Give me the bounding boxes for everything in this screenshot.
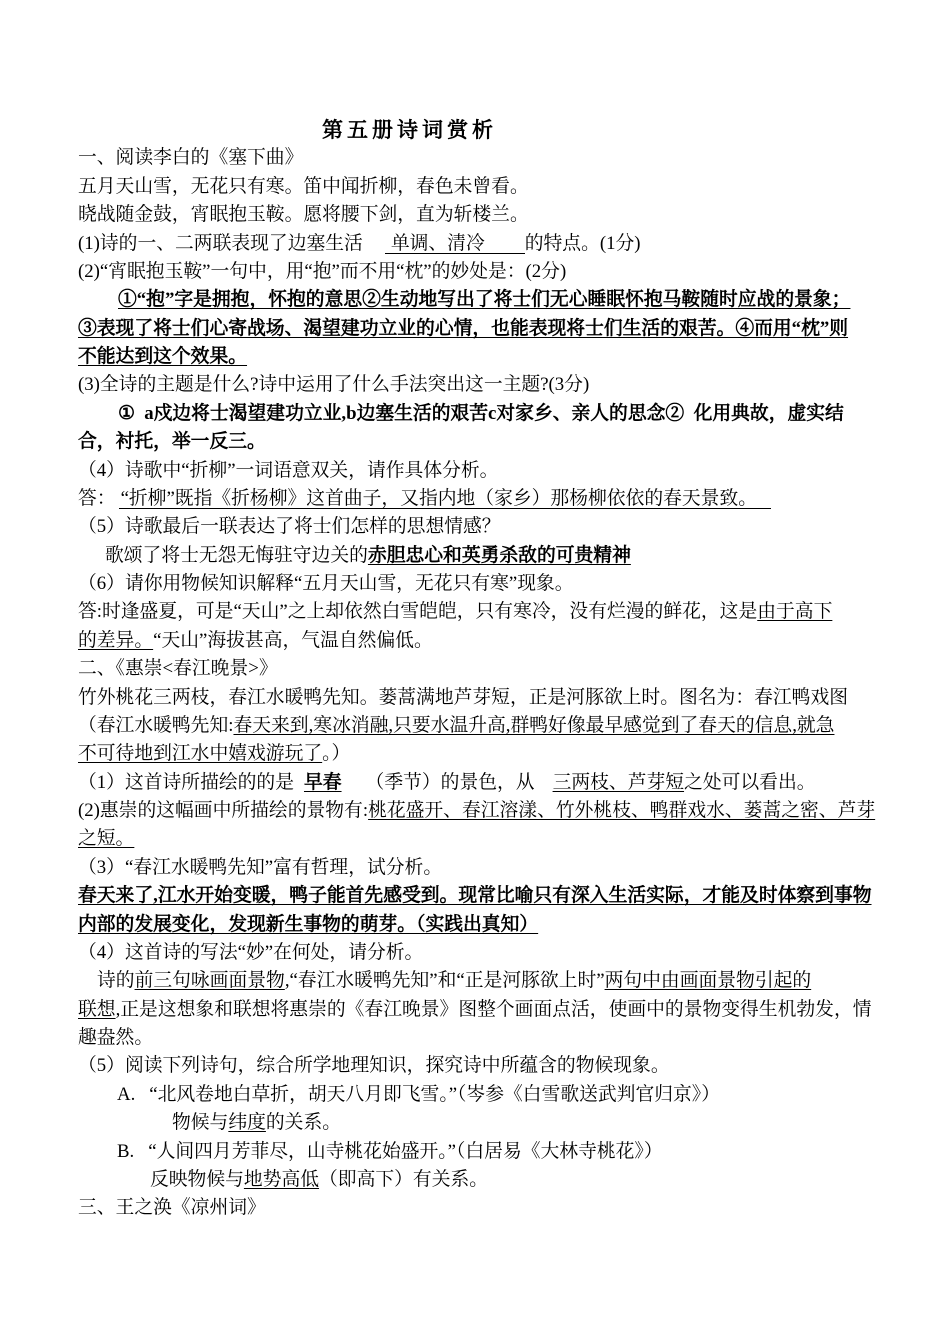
question-1-5: （5）诗歌最后一联表达了将士们怎样的思想情感？ <box>78 516 501 538</box>
answer-text: 合，衬托，举一反三。 <box>78 431 266 453</box>
question-2-3: （3）“春江水暖鸭先知”富有哲理，试分析。 <box>78 856 443 878</box>
question-text: 的特点。(1分) <box>524 232 641 254</box>
question-1-3: (3)全诗的主题是什么?诗中运用了什么手法突出这一主题?(3分) <box>78 374 590 396</box>
answer-text: 不能达到这个效果。 <box>78 346 248 367</box>
item-b <box>78 1138 890 1166</box>
answer-line <box>78 315 890 343</box>
answer-text: 歌颂了将士无怨无悔驻守边关的 <box>105 544 368 566</box>
answer-text: 诗的 <box>97 970 135 992</box>
answer-underlined: 纬度 <box>228 1112 266 1134</box>
answer-line <box>78 825 890 853</box>
item-a <box>78 1081 890 1109</box>
answer-underlined: “折柳”既指《折杨柳》这首曲子，又指内地（家乡）那杨柳依依的春天景致。 <box>119 489 771 509</box>
answer-text: ①“抱”字是拥抱，怀抱的意思②生动地写出了将士们无心睡眠怀抱马鞍随时应战的景象； <box>118 289 851 311</box>
answer-line <box>78 428 890 456</box>
answer-key: 的差异。 <box>78 629 154 651</box>
answer-line <box>78 598 890 626</box>
note-line <box>78 712 890 740</box>
question-text: 之处可以看出。 <box>684 771 816 793</box>
item-quote: “人间四月芳菲尽，山寺桃花始盛开。”（白居易《大林寺桃花》） <box>148 1140 663 1162</box>
question-text: (1)诗的一、二两联表现了边塞生活 <box>78 232 363 254</box>
section-heading-2: 二、《惠崇<春江晚景>》 <box>78 658 278 680</box>
question-1-1 <box>78 230 890 258</box>
poem-line-1: 五月天山雪，无花只有寒。笛中闻折柳，春色未曾看。 <box>78 175 529 197</box>
question-2-2 <box>78 797 890 825</box>
answer-text: ,正是这想象和联想将惠崇的《春江晚景》图整个画面点活，使画中的景物变得生机勃发，情 <box>115 998 872 1020</box>
answer-underlined: 联想 <box>78 998 116 1020</box>
question-2-5: （5）阅读下列诗句，综合所学地理知识，探究诗中所蕴含的物候现象。 <box>78 1055 670 1077</box>
item-b-answer <box>78 1166 890 1194</box>
note-text: （春江水暖鸭先知: <box>78 714 234 736</box>
answer-underlined: 地势高低 <box>243 1168 320 1190</box>
question-2-4: （4）这首诗的写法“妙”在何处，请分析。 <box>78 941 424 963</box>
answer-line <box>78 627 890 655</box>
poem-line-2: 晓战随金鼓，宵眠抱玉鞍。愿将腰下剑，直为斩楼兰。 <box>78 204 529 226</box>
answer-text: ③表现了将士们心寄战场、渴望建功立业的心情，也能表现将士们生活的艰苦。④而用“枕”则 <box>78 317 849 339</box>
question-2-1 <box>78 769 890 797</box>
note-line <box>78 740 890 768</box>
item-label: A. <box>117 1083 136 1105</box>
question-1-4: （4）诗歌中“折柳”一词语意双关，请作具体分析。 <box>78 459 499 481</box>
answer-line <box>78 286 890 314</box>
section-heading-1: 一、阅读李白的《塞下曲》 <box>78 147 304 169</box>
question-text: (2)惠崇的这幅画中所描绘的景物有: <box>78 800 369 821</box>
answer-text: ,“春江水暖鸭先知”和“正是河豚欲上时” <box>284 970 605 992</box>
note-underlined: 不可待地到江水中嬉戏游玩了 <box>78 743 323 765</box>
answer-line <box>78 911 890 939</box>
section-heading-3: 三、王之涣《凉州词》 <box>78 1197 266 1219</box>
answer-label: 答： <box>78 487 116 509</box>
poem-line: 竹外桃花三两枝，春江水暖鸭先知。蒌蒿满地芦芽短，正是河豚欲上时。图名为：春江鸭戏图 <box>78 686 849 708</box>
question-text: （1）这首诗所描绘的的是 <box>78 771 294 793</box>
item-a-answer <box>78 1109 890 1137</box>
answer-underlined: 前三句咏画面景物 <box>134 970 285 992</box>
answer-text: 内部的发展变化，发现新生事物的萌芽。（实践出真知） <box>78 913 539 935</box>
answer-text: 春天来了,江水开始变暖，鸭子能首先感受到。现常比喻只有深入生活实际，才能及时体察到事物 <box>78 885 872 907</box>
item-label: B. <box>117 1140 135 1162</box>
answer-line <box>78 485 890 513</box>
answer-underlined: 两句中由画面景物引起的 <box>604 970 812 992</box>
note-text: 。） <box>322 743 351 765</box>
question-1-2: (2)“宵眠抱玉鞍”一句中，用“抱”而不用“枕”的妙处是：(2分) <box>78 260 567 282</box>
answer-key: 赤胆忠心和英勇杀敌的可贵精神 <box>367 544 631 566</box>
question-text: （季节）的景色，从 <box>365 771 535 793</box>
answer-underlined: 之短。 <box>78 828 135 850</box>
answer-line <box>78 882 890 910</box>
note-underlined: 春天来到,寒冰消融,只要水温升高,群鸭好像最早感觉到了春天的信息,就急 <box>233 714 835 736</box>
doc-title: 第五册诗词赏析 <box>322 118 497 142</box>
answer-line: 趣盎然。 <box>78 1027 154 1048</box>
answer-line <box>78 343 890 371</box>
answer-underlined: 三两枝、芦芽短 <box>552 771 685 793</box>
answer-text: 物候与 <box>172 1112 229 1134</box>
item-quote: “北风卷地白草折，胡天八月即飞雪。”（岑参《白雪歌送武判官归京》） <box>149 1083 720 1105</box>
answer-line <box>78 400 890 428</box>
answer-text: 答:时逢盛夏，可是“天山”之上却依然白雪皑皑，只有寒冷，没有烂漫的鲜花，这是 <box>78 601 758 623</box>
answer-text: 反映物候与 <box>150 1168 244 1190</box>
answer-text: 的关系。 <box>265 1112 342 1134</box>
answer-text: “天山”海拔甚高，气温自然偏低。 <box>153 629 433 651</box>
answer-key: 早春 <box>303 771 342 793</box>
answer-underlined: 桃花盛开、春江溶漾、竹外桃枝、鸭群戏水、蒌蒿之密、芦芽 <box>368 800 876 821</box>
answer-text: （即高下）有关系。 <box>319 1168 489 1190</box>
answer-text: ① a戍边将士渴望建功立业,b边塞生活的艰苦c对家乡、亲人的思念② 化用典故，虚实结 <box>118 402 844 424</box>
answer-underlined: 单调、清冷 <box>385 234 525 254</box>
answer-line <box>78 542 890 570</box>
answer-line <box>78 967 890 995</box>
answer-line <box>78 996 890 1024</box>
question-1-6: （6）请你用物候知识解释“五月天山雪，无花只有寒”现象。 <box>78 573 574 594</box>
answer-key: 由于高下 <box>757 601 833 623</box>
